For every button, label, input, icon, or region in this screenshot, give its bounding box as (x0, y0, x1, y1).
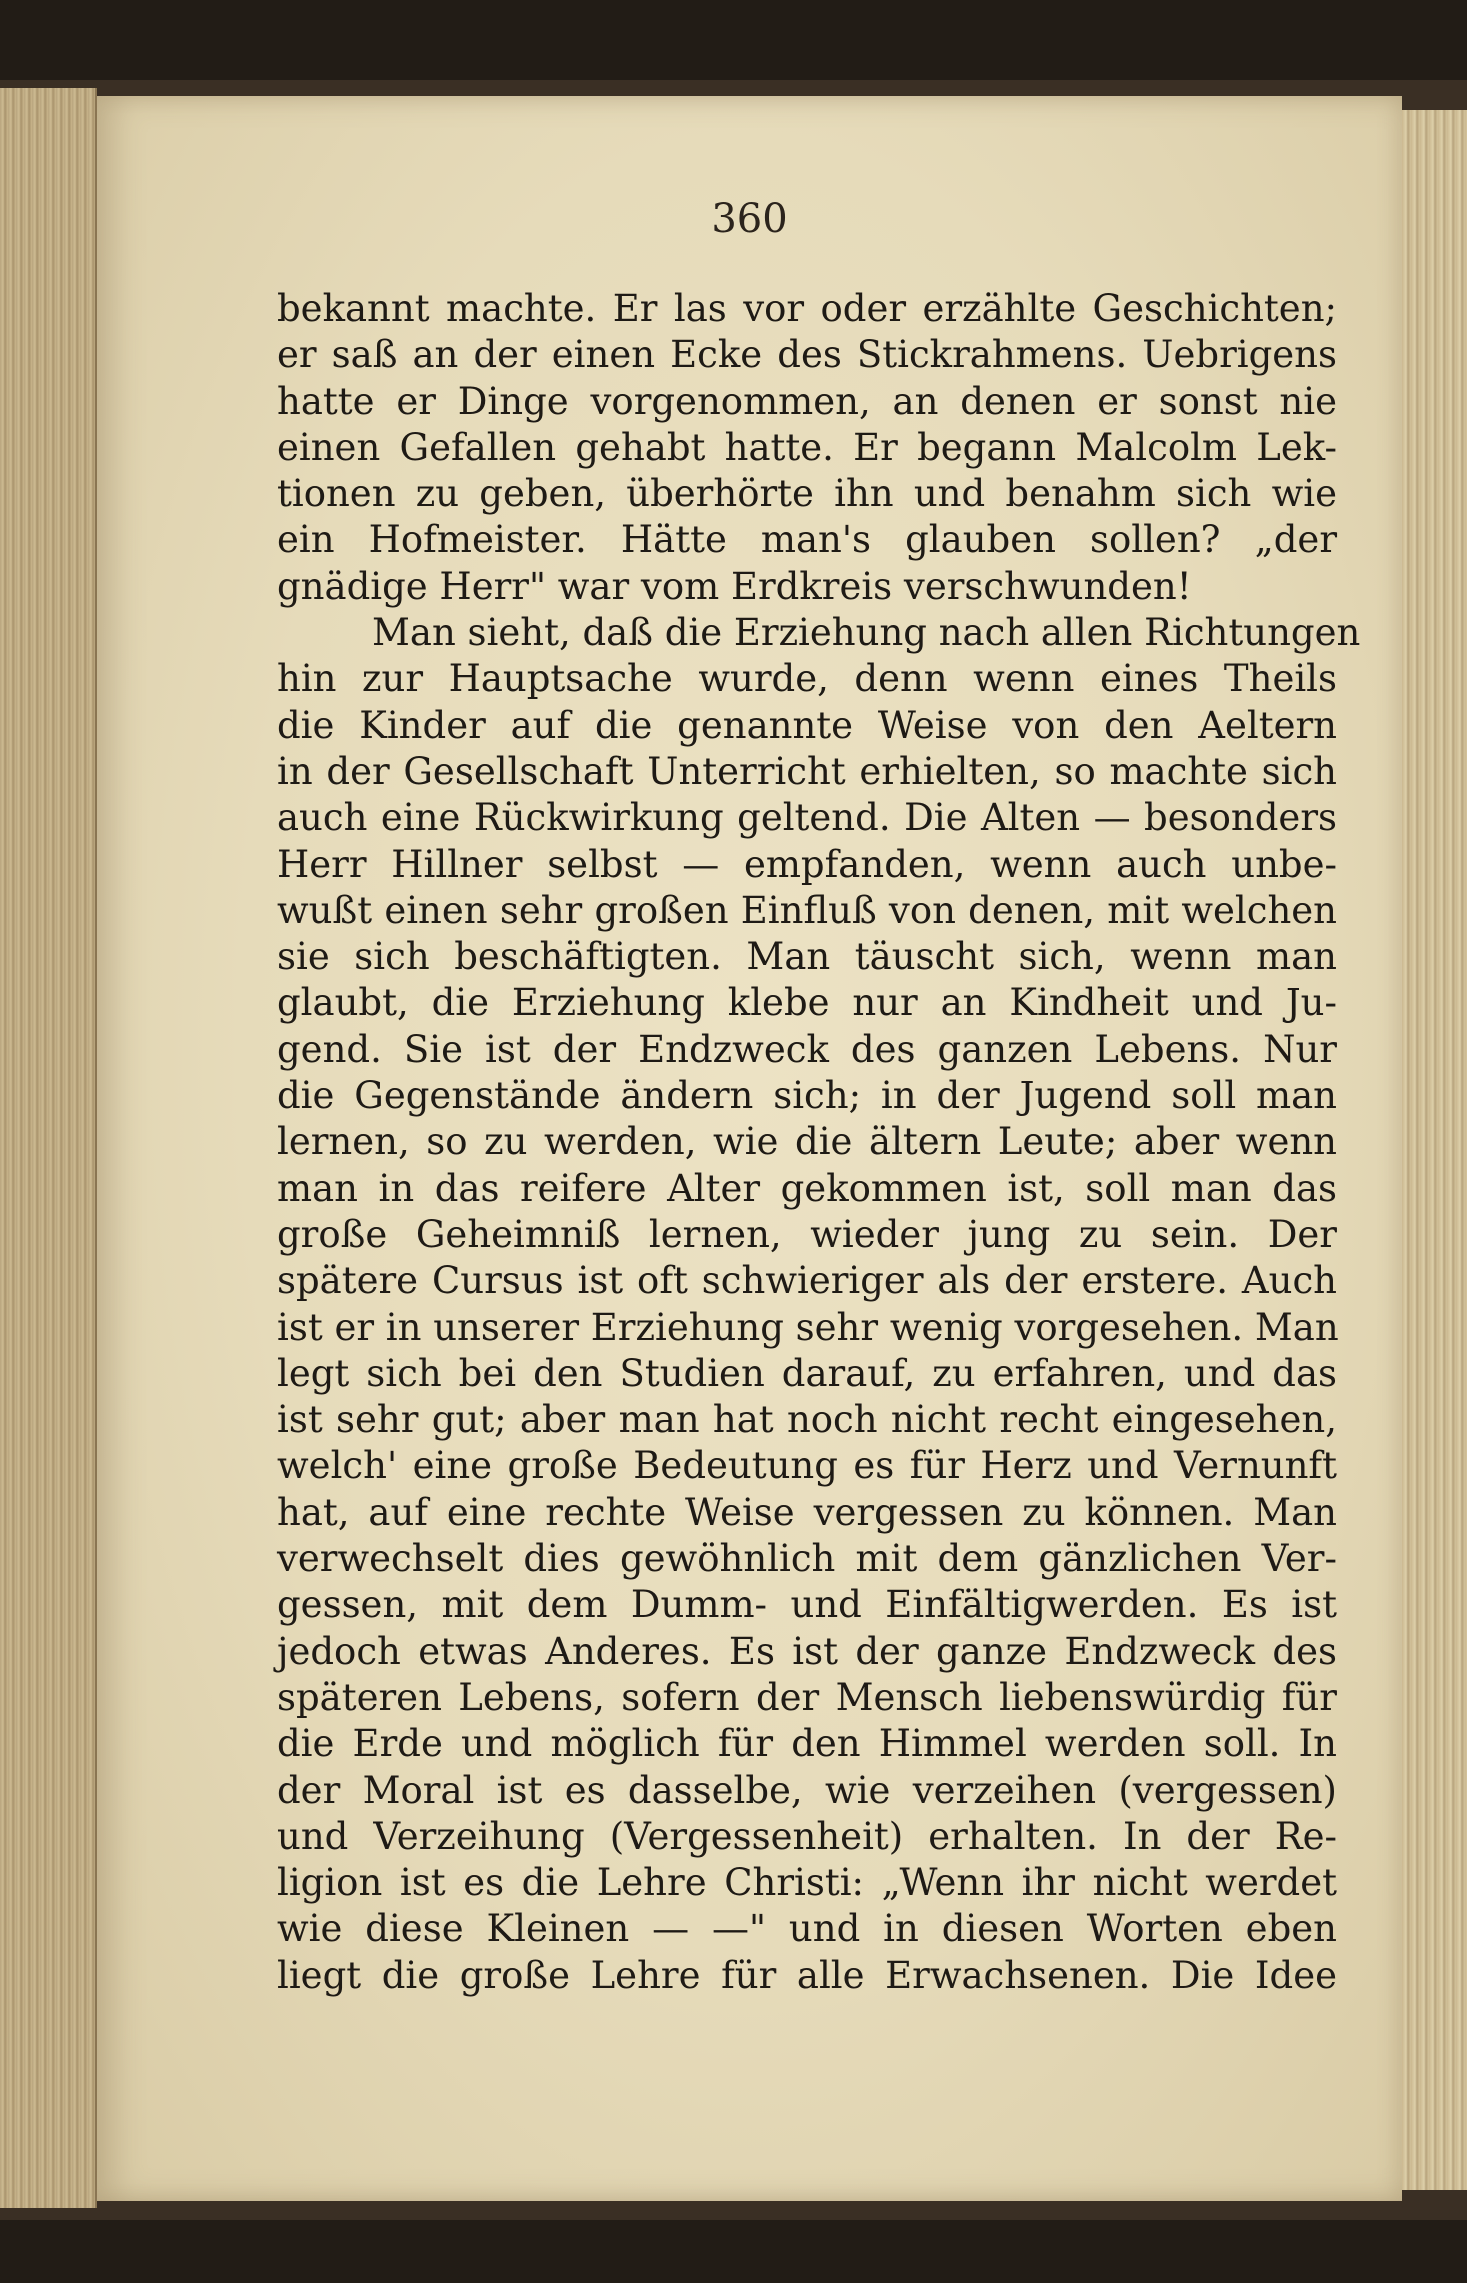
text-line: die Erde und möglich für den Himmel werden soll. In (277, 1722, 1337, 1766)
text-line: welch' eine große Bedeutung es für Herz und Vernunft (277, 1444, 1337, 1488)
text-line: legt sich bei den Studien darauf, zu erfahren, und das (277, 1351, 1337, 1395)
text-line: gnädige Herr" war vom Erdkreis verschwunden! (277, 564, 1192, 608)
text-line: die Gegenstände ändern sich; in der Jugend soll man (277, 1074, 1337, 1118)
text-line: ist er in unserer Erziehung sehr wenig vorgesehen. Man (277, 1305, 1339, 1349)
right-page-edges (1400, 110, 1467, 2190)
text-line: die Kinder auf die genannte Weise von den Aeltern (277, 703, 1337, 747)
text-line: der Moral ist es dasselbe, wie verzeihen (vergessen) (277, 1768, 1337, 1812)
text-line: große Geheimniß lernen, wieder jung zu sein. Der (277, 1212, 1337, 1256)
text-line: ist sehr gut; aber man hat noch nicht recht eingesehen, (277, 1398, 1337, 1442)
book-page (97, 96, 1402, 2201)
text-line: liegt die große Lehre für alle Erwachsenen. Die Idee (277, 1953, 1337, 1997)
text-line: in der Gesellschaft Unterricht erhielten, so machte sich (277, 749, 1337, 793)
text-line: ein Hofmeister. Hätte man's glauben sollen? „der (277, 518, 1337, 562)
text-line: man in das reifere Alter gekommen ist, soll man das (277, 1166, 1337, 1210)
text-line: bekannt machte. Er las vor oder erzählte Geschichten; (277, 287, 1337, 330)
text-line: hat, auf eine rechte Weise vergessen zu können. Man (277, 1490, 1337, 1534)
text-line: tionen zu geben, überhörte ihn und benahm sich wie (277, 472, 1337, 516)
text-line: wie diese Kleinen — —" und in diesen Worten eben (277, 1907, 1337, 1951)
text-line: und Verzeihung (Vergessenheit) erhalten. In der Re- (277, 1814, 1337, 1858)
text-line: er saß an der einen Ecke des Stickrahmens. Uebrigens (277, 333, 1337, 377)
text-line: einen Gefallen gehabt hatte. Er begann Malcolm Lek- (277, 425, 1337, 469)
text-line: sie sich beschäftigten. Man täuscht sich, wenn man (277, 935, 1337, 979)
left-page-edges (0, 88, 97, 2208)
text-line: spätere Cursus ist oft schwieriger als der erstere. Auch (277, 1259, 1337, 1303)
text-line: späteren Lebens, sofern der Mensch liebenswürdig für (277, 1675, 1337, 1719)
text-line: hatte er Dinge vorgenommen, an denen er sonst nie (277, 379, 1337, 423)
text-line: Herr Hillner selbst — empfanden, wenn auch unbe- (277, 842, 1337, 886)
text-line: ligion ist es die Lehre Christi: „Wenn ihr nicht werdet (277, 1861, 1337, 1905)
body-text (277, 286, 1361, 1999)
text-line: hin zur Hauptsache wurde, denn wenn eines Theils (277, 657, 1337, 701)
text-line: auch eine Rückwirkung geltend. Die Alten — besonders (277, 796, 1337, 840)
text-line: wußt einen sehr großen Einfluß von denen, mit welchen (277, 888, 1337, 932)
text-line: gend. Sie ist der Endzweck des ganzen Lebens. Nur (277, 1027, 1337, 1071)
text-line: gessen, mit dem Dumm- und Einfältigwerden. Es ist (277, 1583, 1337, 1627)
page-number: 360 (711, 196, 788, 242)
text-line: Man sieht, daß die Erziehung nach allen Richtungen (372, 611, 1361, 655)
text-line: glaubt, die Erziehung klebe nur an Kindheit und Ju- (277, 981, 1337, 1025)
text-line: lernen, so zu werden, wie die ältern Leute; aber wenn (277, 1120, 1337, 1164)
text-line: jedoch etwas Anderes. Es ist der ganze Endzweck des (277, 1629, 1337, 1673)
text-line: verwechselt dies gewöhnlich mit dem gänzlichen Ver- (277, 1537, 1337, 1581)
